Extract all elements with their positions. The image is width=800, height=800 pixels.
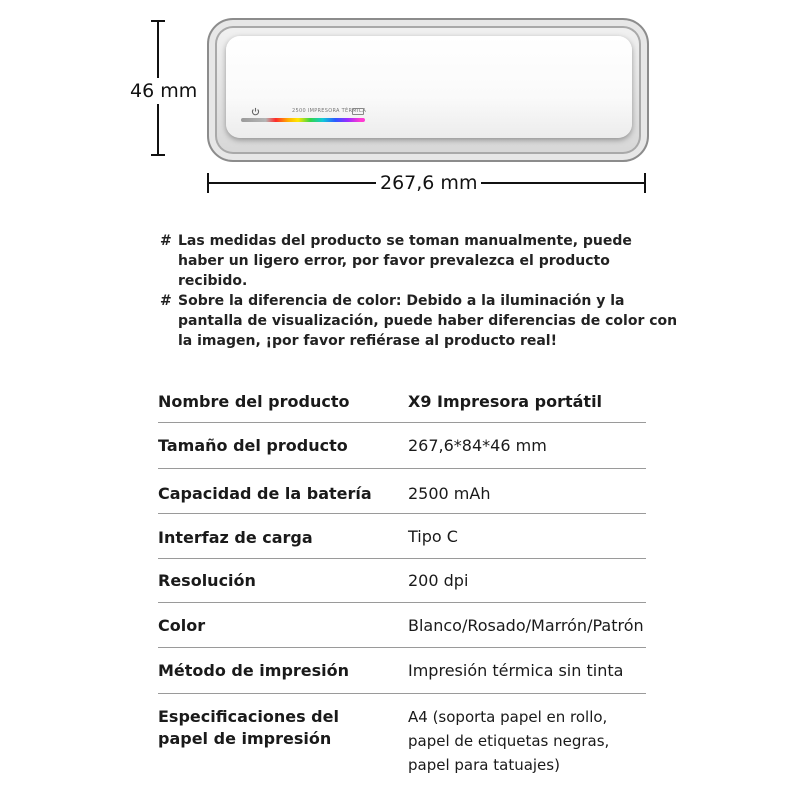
height-dimension-cap-top bbox=[151, 20, 165, 22]
printer-caption-text: 2500 IMPRESORA TÉRMICA bbox=[292, 108, 367, 114]
rgb-light-strip bbox=[241, 118, 365, 122]
spec-label: Resolución bbox=[158, 571, 256, 590]
height-dimension-label: 46 mm bbox=[130, 80, 198, 102]
spec-value: Impresión térmica sin tinta bbox=[408, 661, 624, 680]
spec-value: 267,6*84*46 mm bbox=[408, 436, 547, 455]
table-row bbox=[158, 694, 646, 774]
spec-label: Interfaz de carga bbox=[158, 528, 313, 547]
table-row bbox=[158, 423, 646, 469]
width-dimension-cap-left bbox=[207, 173, 209, 193]
spec-label: Especificaciones del papel de impresión bbox=[158, 707, 339, 748]
spec-label: Tamaño del producto bbox=[158, 436, 348, 455]
spec-value: Tipo C bbox=[408, 527, 458, 546]
spec-label: Color bbox=[158, 616, 206, 635]
width-dimension-label: 267,6 mm bbox=[376, 172, 481, 194]
spec-value: A4 (soporta papel en rollo, papel de etiquetas negras, papel para tatuajes) bbox=[408, 708, 610, 774]
spec-value: 200 dpi bbox=[408, 571, 469, 590]
color-difference-note bbox=[160, 291, 678, 351]
spec-value: Blanco/Rosado/Marrón/Patrón bbox=[408, 616, 644, 635]
note-hash-symbol: # bbox=[160, 233, 172, 249]
table-row bbox=[158, 380, 646, 423]
spec-label: Método de impresión bbox=[158, 661, 350, 680]
table-row bbox=[158, 514, 646, 559]
printer-badge-icon bbox=[352, 108, 364, 115]
height-dimension-cap-bottom bbox=[151, 154, 165, 156]
table-row bbox=[158, 559, 646, 603]
table-row bbox=[158, 603, 646, 648]
product-dimension-figure bbox=[0, 0, 800, 200]
note-text: Las medidas del producto se toman manualmente, puede haber un ligero error, por favor prevalezca el producto recibido. bbox=[178, 233, 632, 289]
note-text: Sobre la diferencia de color: Debido a la iluminación y la pantalla de visualización, puede haber diferencias de color con la imagen, ¡por favor refiérase al producto real! bbox=[178, 293, 678, 349]
spec-label: Capacidad de la batería bbox=[158, 484, 372, 503]
measurement-note bbox=[160, 231, 678, 291]
spec-table bbox=[158, 380, 646, 774]
table-row bbox=[158, 648, 646, 694]
width-dimension-cap-right bbox=[644, 173, 646, 193]
note-hash-symbol: # bbox=[160, 293, 172, 309]
spec-value: X9 Impresora portátil bbox=[408, 392, 603, 411]
printer-front-panel bbox=[226, 36, 632, 138]
spec-value: 2500 mAh bbox=[408, 484, 491, 503]
spec-label: Nombre del producto bbox=[158, 392, 350, 411]
table-row bbox=[158, 469, 646, 514]
